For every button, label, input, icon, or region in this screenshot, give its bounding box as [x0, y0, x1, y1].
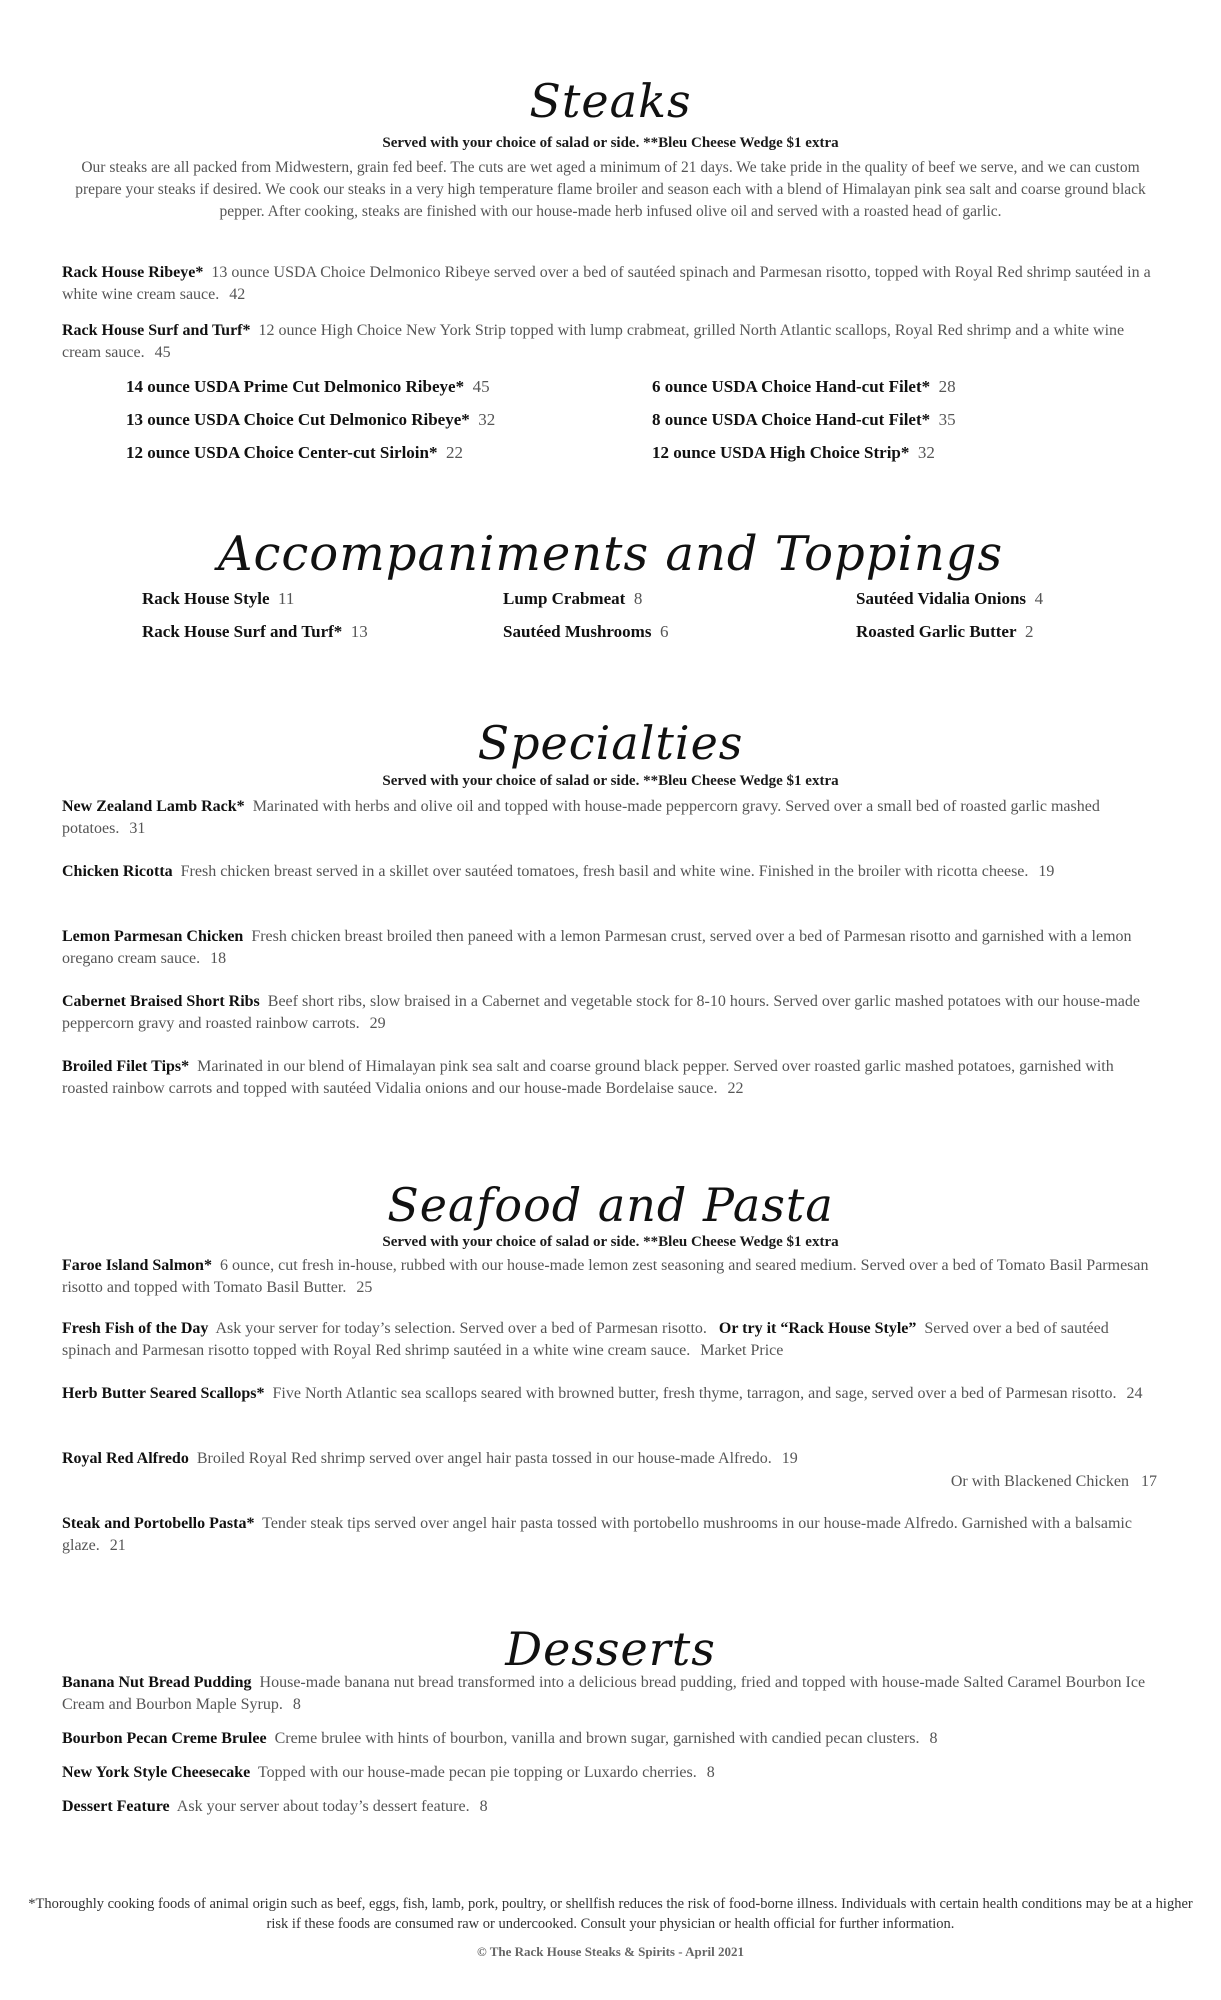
menu-item [62, 861, 1157, 883]
item-name: Steak and Portobello Pasta* [62, 1515, 255, 1532]
cut-price: 32 [478, 410, 496, 429]
item-description: Marinated with herbs and olive oil and topped with house-made peppercorn gravy. Served over a small bed of roasted garlic mashed potatoes. [62, 798, 1100, 837]
accompaniments-title: Accompaniments and Toppings [217, 526, 1004, 582]
specialties-subtitle: Served with your choice of salad or side. **Bleu Cheese Wedge $1 extra [382, 773, 839, 789]
cut-name: 8 ounce USDA Choice Hand-cut Filet* [652, 410, 931, 429]
steak-cut [126, 376, 490, 398]
item-description: 6 ounce, cut fresh in-house, rubbed with our house-made lemon zest seasoning and seared medium. Served over a bed of Tomato Basil Parmesan risotto and topped with Tomato Basil Butter. [62, 1257, 1149, 1296]
cut-price: 22 [446, 443, 463, 462]
topping-price: 11 [278, 589, 295, 608]
cut-price: 35 [938, 410, 956, 429]
item-price: 22 [727, 1080, 744, 1097]
topping-name: Sautéed Vidalia Onions [856, 589, 1027, 608]
food-safety-disclaimer: *Thoroughly cooking foods of animal origin such as beef, eggs, fish, lamb, pork, poultry, or shellfish reduces the risk of food-borne illness. Individuals with certain health conditions may be at a higher risk if these foods are consumed raw or undercooked. Consult your physician or health official for further information. [28, 1896, 1193, 1932]
item-name: Dessert Feature [62, 1798, 170, 1815]
item-description: Fresh chicken breast served in a skillet over sautéed tomatoes, fresh basil and white wine. Finished in the broiler with ricotta cheese. [180, 863, 1029, 880]
item-description: 12 ounce High Choice New York Strip topped with lump crabmeat, grilled North Atlantic scallops, Royal Red shrimp and a white wine cream sauce. [62, 322, 1125, 361]
item-name: Fresh Fish of the Day [62, 1320, 209, 1337]
topping-price: 13 [350, 622, 368, 641]
item-name: Rack House Surf and Turf* [62, 322, 251, 339]
item-name: Lemon Parmesan Chicken [62, 928, 244, 945]
item-price: 25 [356, 1279, 373, 1296]
topping-item [142, 588, 294, 610]
topping-price: 6 [659, 622, 669, 641]
steak-cut [652, 442, 935, 464]
steak-cut [126, 442, 463, 464]
item-price: 42 [229, 286, 246, 303]
topping-item [503, 588, 642, 610]
cut-name: 13 ounce USDA Choice Cut Delmonico Ribeye* [126, 410, 470, 429]
item-description: Fresh chicken breast broiled then paneed with a lemon Parmesan crust, served over a bed of Parmesan risotto and garnished with a lemon oregano cream sauce. [62, 928, 1132, 967]
item-name: Cabernet Braised Short Ribs [62, 993, 260, 1010]
item-price: 8 [479, 1798, 488, 1815]
item-description: 13 ounce USDA Choice Delmonico Ribeye served over a bed of sautéed spinach and Parmesan risotto, topped with Royal Red shrimp sautéed in a white wine cream sauce. [62, 264, 1151, 303]
menu-item [62, 1448, 1157, 1470]
menu-item [62, 262, 1157, 306]
topping-item [856, 588, 1043, 610]
seafood-title: Seafood and Pasta [387, 1178, 834, 1232]
item-description: Ask your server for today’s selection. Served over a bed of Parmesan risotto. [215, 1320, 707, 1337]
steak-cut [652, 376, 956, 398]
menu-item-option [951, 1471, 1157, 1493]
item-name: Chicken Ricotta [62, 863, 173, 880]
steak-cut [652, 409, 956, 431]
item-price: 21 [109, 1537, 126, 1554]
cut-price: 32 [917, 443, 935, 462]
menu-item [62, 320, 1157, 364]
item-alternative: Or try it “Rack House Style” [718, 1320, 917, 1337]
steaks-title: Steaks [529, 74, 692, 128]
menu-item [62, 926, 1157, 970]
item-name: Banana Nut Bread Pudding [62, 1674, 252, 1691]
steaks-intro: Our steaks are all packed from Midwestern, grain fed beef. The cuts are wet aged a minimum of 21 days. We take pride in the quality of beef we serve, and we can custom prepare your steaks if desired. We cook our steaks in a very high temperature flame broiler and season each with a blend of Himalayan pink sea salt and coarse ground black pepper. After cooking, steaks are finished with our house-made herb infused olive oil and served with a roasted head of garlic. [75, 159, 1146, 220]
cut-name: 12 ounce USDA Choice Center-cut Sirloin* [126, 443, 438, 462]
item-price: Market Price [700, 1342, 784, 1359]
menu-item [62, 1318, 1157, 1362]
item-name: Broiled Filet Tips* [62, 1058, 190, 1075]
menu-item [62, 1672, 1157, 1716]
item-description: Beef short ribs, slow braised in a Cabernet and vegetable stock for 8-10 hours. Served over garlic mashed potatoes with our house-made peppercorn gravy and roasted rainbow carrots. [62, 993, 1140, 1032]
topping-name: Roasted Garlic Butter [856, 622, 1017, 641]
topping-price: 8 [633, 589, 643, 608]
menu-item [62, 1513, 1157, 1557]
desserts-title: Desserts [505, 1622, 716, 1676]
topping-item [503, 621, 668, 643]
item-name: Bourbon Pecan Creme Brulee [62, 1730, 267, 1747]
item-name: New York Style Cheesecake [62, 1764, 251, 1781]
cut-name: 12 ounce USDA High Choice Strip* [652, 443, 910, 462]
item-description: Five North Atlantic sea scallops seared with browned butter, fresh thyme, tarragon, and sage, served over a bed of Parmesan risotto. [272, 1385, 1117, 1402]
item-name: Faroe Island Salmon* [62, 1257, 212, 1274]
item-name: Royal Red Alfredo [62, 1450, 189, 1467]
topping-price: 2 [1025, 622, 1034, 641]
copyright: © The Rack House Steaks & Spirits - April 2021 [477, 1944, 744, 1959]
item-name: Herb Butter Seared Scallops* [62, 1385, 265, 1402]
item-price: 24 [1126, 1385, 1143, 1402]
topping-price: 4 [1034, 589, 1044, 608]
cut-name: 14 ounce USDA Prime Cut Delmonico Ribeye* [126, 377, 465, 396]
item-price: 29 [369, 1015, 386, 1032]
item-name: New Zealand Lamb Rack* [62, 798, 245, 815]
item-price: 8 [929, 1730, 938, 1747]
topping-name: Rack House Style [142, 589, 270, 608]
specialties-title: Specialties [477, 716, 744, 770]
item-description: Ask your server about today’s dessert feature. [176, 1798, 470, 1815]
menu-item [62, 796, 1157, 840]
steaks-subtitle: Served with your choice of salad or side. **Bleu Cheese Wedge $1 extra [382, 135, 839, 151]
topping-name: Rack House Surf and Turf* [142, 622, 343, 641]
menu-item [62, 1762, 1157, 1784]
item-description: Tender steak tips served over angel hair pasta tossed with portobello mushrooms in our house-made Alfredo. Garnished with a balsamic glaze. [62, 1515, 1132, 1554]
seafood-subtitle: Served with your choice of salad or side. **Bleu Cheese Wedge $1 extra [382, 1234, 839, 1250]
menu-item [62, 991, 1157, 1035]
item-price: 8 [706, 1764, 715, 1781]
item-description: Marinated in our blend of Himalayan pink sea salt and coarse ground black pepper. Served over roasted garlic mashed potatoes, garnished with roasted rainbow carrots and topped with sautéed Vidalia onions and our house-made Bordelaise sauce. [62, 1058, 1114, 1097]
topping-name: Sautéed Mushrooms [503, 622, 652, 641]
item-price: 31 [129, 820, 146, 837]
menu-item [62, 1383, 1157, 1405]
item-description: Topped with our house-made pecan pie topping or Luxardo cherries. [257, 1764, 697, 1781]
menu-item [62, 1056, 1157, 1100]
cut-name: 6 ounce USDA Choice Hand-cut Filet* [652, 377, 931, 396]
item-description-alt: Served over a bed of sautéed spinach and Parmesan risotto topped with Royal Red shrimp sautéed in a white wine cream sauce. [62, 1320, 1109, 1359]
menu-item [62, 1796, 1157, 1818]
item-price: 18 [210, 950, 227, 967]
option-price: 17 [1141, 1473, 1157, 1490]
menu-item [62, 1255, 1157, 1299]
item-price: 45 [154, 344, 171, 361]
item-price: 19 [1038, 863, 1055, 880]
item-description: Broiled Royal Red shrimp served over angel hair pasta tossed in our house-made Alfredo. [196, 1450, 772, 1467]
steak-cut [126, 409, 495, 431]
topping-item [856, 621, 1034, 643]
option-name: Or with Blackened Chicken [950, 1473, 1129, 1490]
cut-price: 28 [938, 377, 956, 396]
cut-price: 45 [472, 377, 490, 396]
menu-item [62, 1728, 1157, 1750]
item-description: House-made banana nut bread transformed into a delicious bread pudding, fried and topped with house-made Salted Caramel Bourbon Ice Cream and Bourbon Maple Syrup. [62, 1674, 1146, 1713]
item-price: 8 [292, 1696, 301, 1713]
topping-item [142, 621, 368, 643]
item-name: Rack House Ribeye* [62, 264, 204, 281]
item-price: 19 [781, 1450, 798, 1467]
topping-name: Lump Crabmeat [503, 589, 626, 608]
item-description: Creme brulee with hints of bourbon, vanilla and brown sugar, garnished with candied pecan clusters. [274, 1730, 920, 1747]
